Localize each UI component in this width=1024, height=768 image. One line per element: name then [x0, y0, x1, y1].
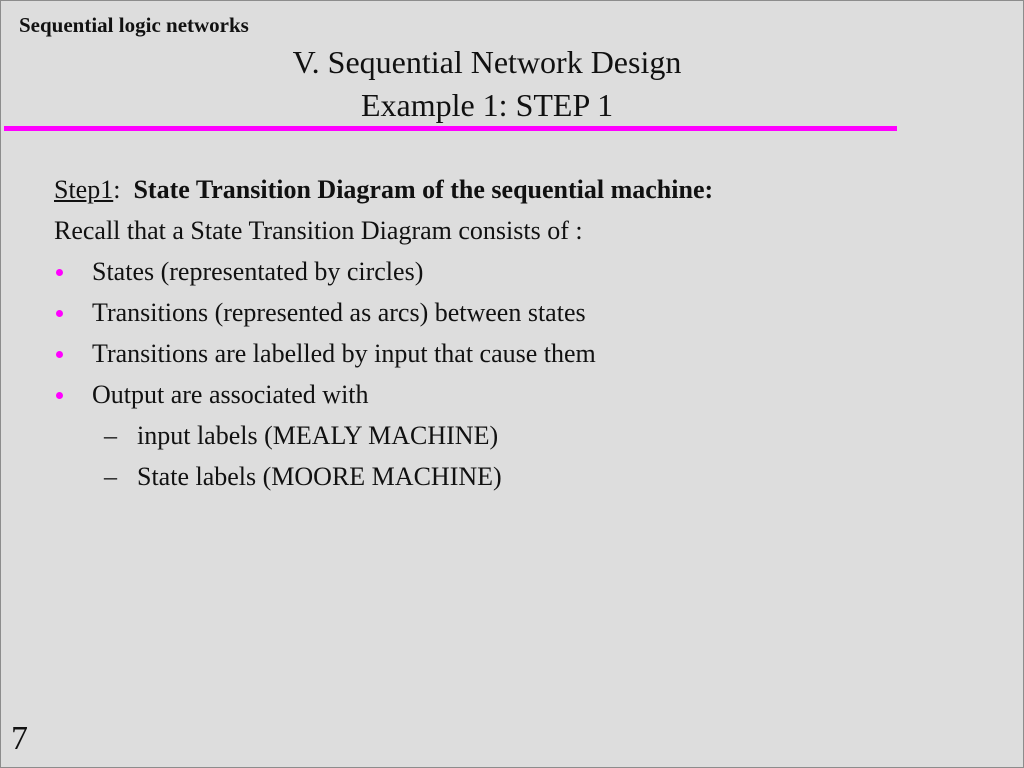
slide-title: V. Sequential Network Design: [292, 44, 682, 80]
bullet-item: [54, 251, 713, 292]
sub-bullet-text: State labels (MOORE MACHINE): [137, 462, 502, 491]
bullet-dot-icon: [56, 269, 63, 276]
bullet-text: States (representated by circles): [92, 257, 424, 286]
bullet-dot-icon: [56, 310, 63, 317]
title-divider: [4, 126, 897, 131]
bullet-text: Transitions (represented as arcs) between states: [92, 298, 586, 327]
bullet-dot-icon: [56, 392, 63, 399]
step-label: Step1: [54, 175, 114, 204]
page-number: 7: [11, 720, 28, 757]
sub-bullet-item: [54, 456, 713, 497]
dash-marker: –: [104, 462, 117, 491]
bullet-item: [54, 292, 713, 333]
intro-text: Recall that a State Transition Diagram consists of :: [54, 216, 583, 245]
sub-bullet-item: [54, 415, 713, 456]
bullet-text: Output are associated with: [92, 380, 369, 409]
step-heading: State Transition Diagram of the sequential machine:: [133, 175, 714, 204]
bullet-item: [54, 374, 713, 415]
section-header: Sequential logic networks: [19, 13, 249, 37]
step-separator: :: [113, 175, 121, 204]
step-line: [54, 169, 713, 210]
sub-bullet-text: input labels (MEALY MACHINE): [137, 421, 499, 450]
dash-marker: –: [104, 421, 117, 450]
bullet-item: [54, 333, 713, 374]
bullet-text: Transitions are labelled by input that cause them: [92, 339, 596, 368]
slide-subtitle: Example 1: STEP 1: [360, 87, 614, 123]
slide-body: [54, 169, 713, 497]
bullet-dot-icon: [56, 351, 63, 358]
